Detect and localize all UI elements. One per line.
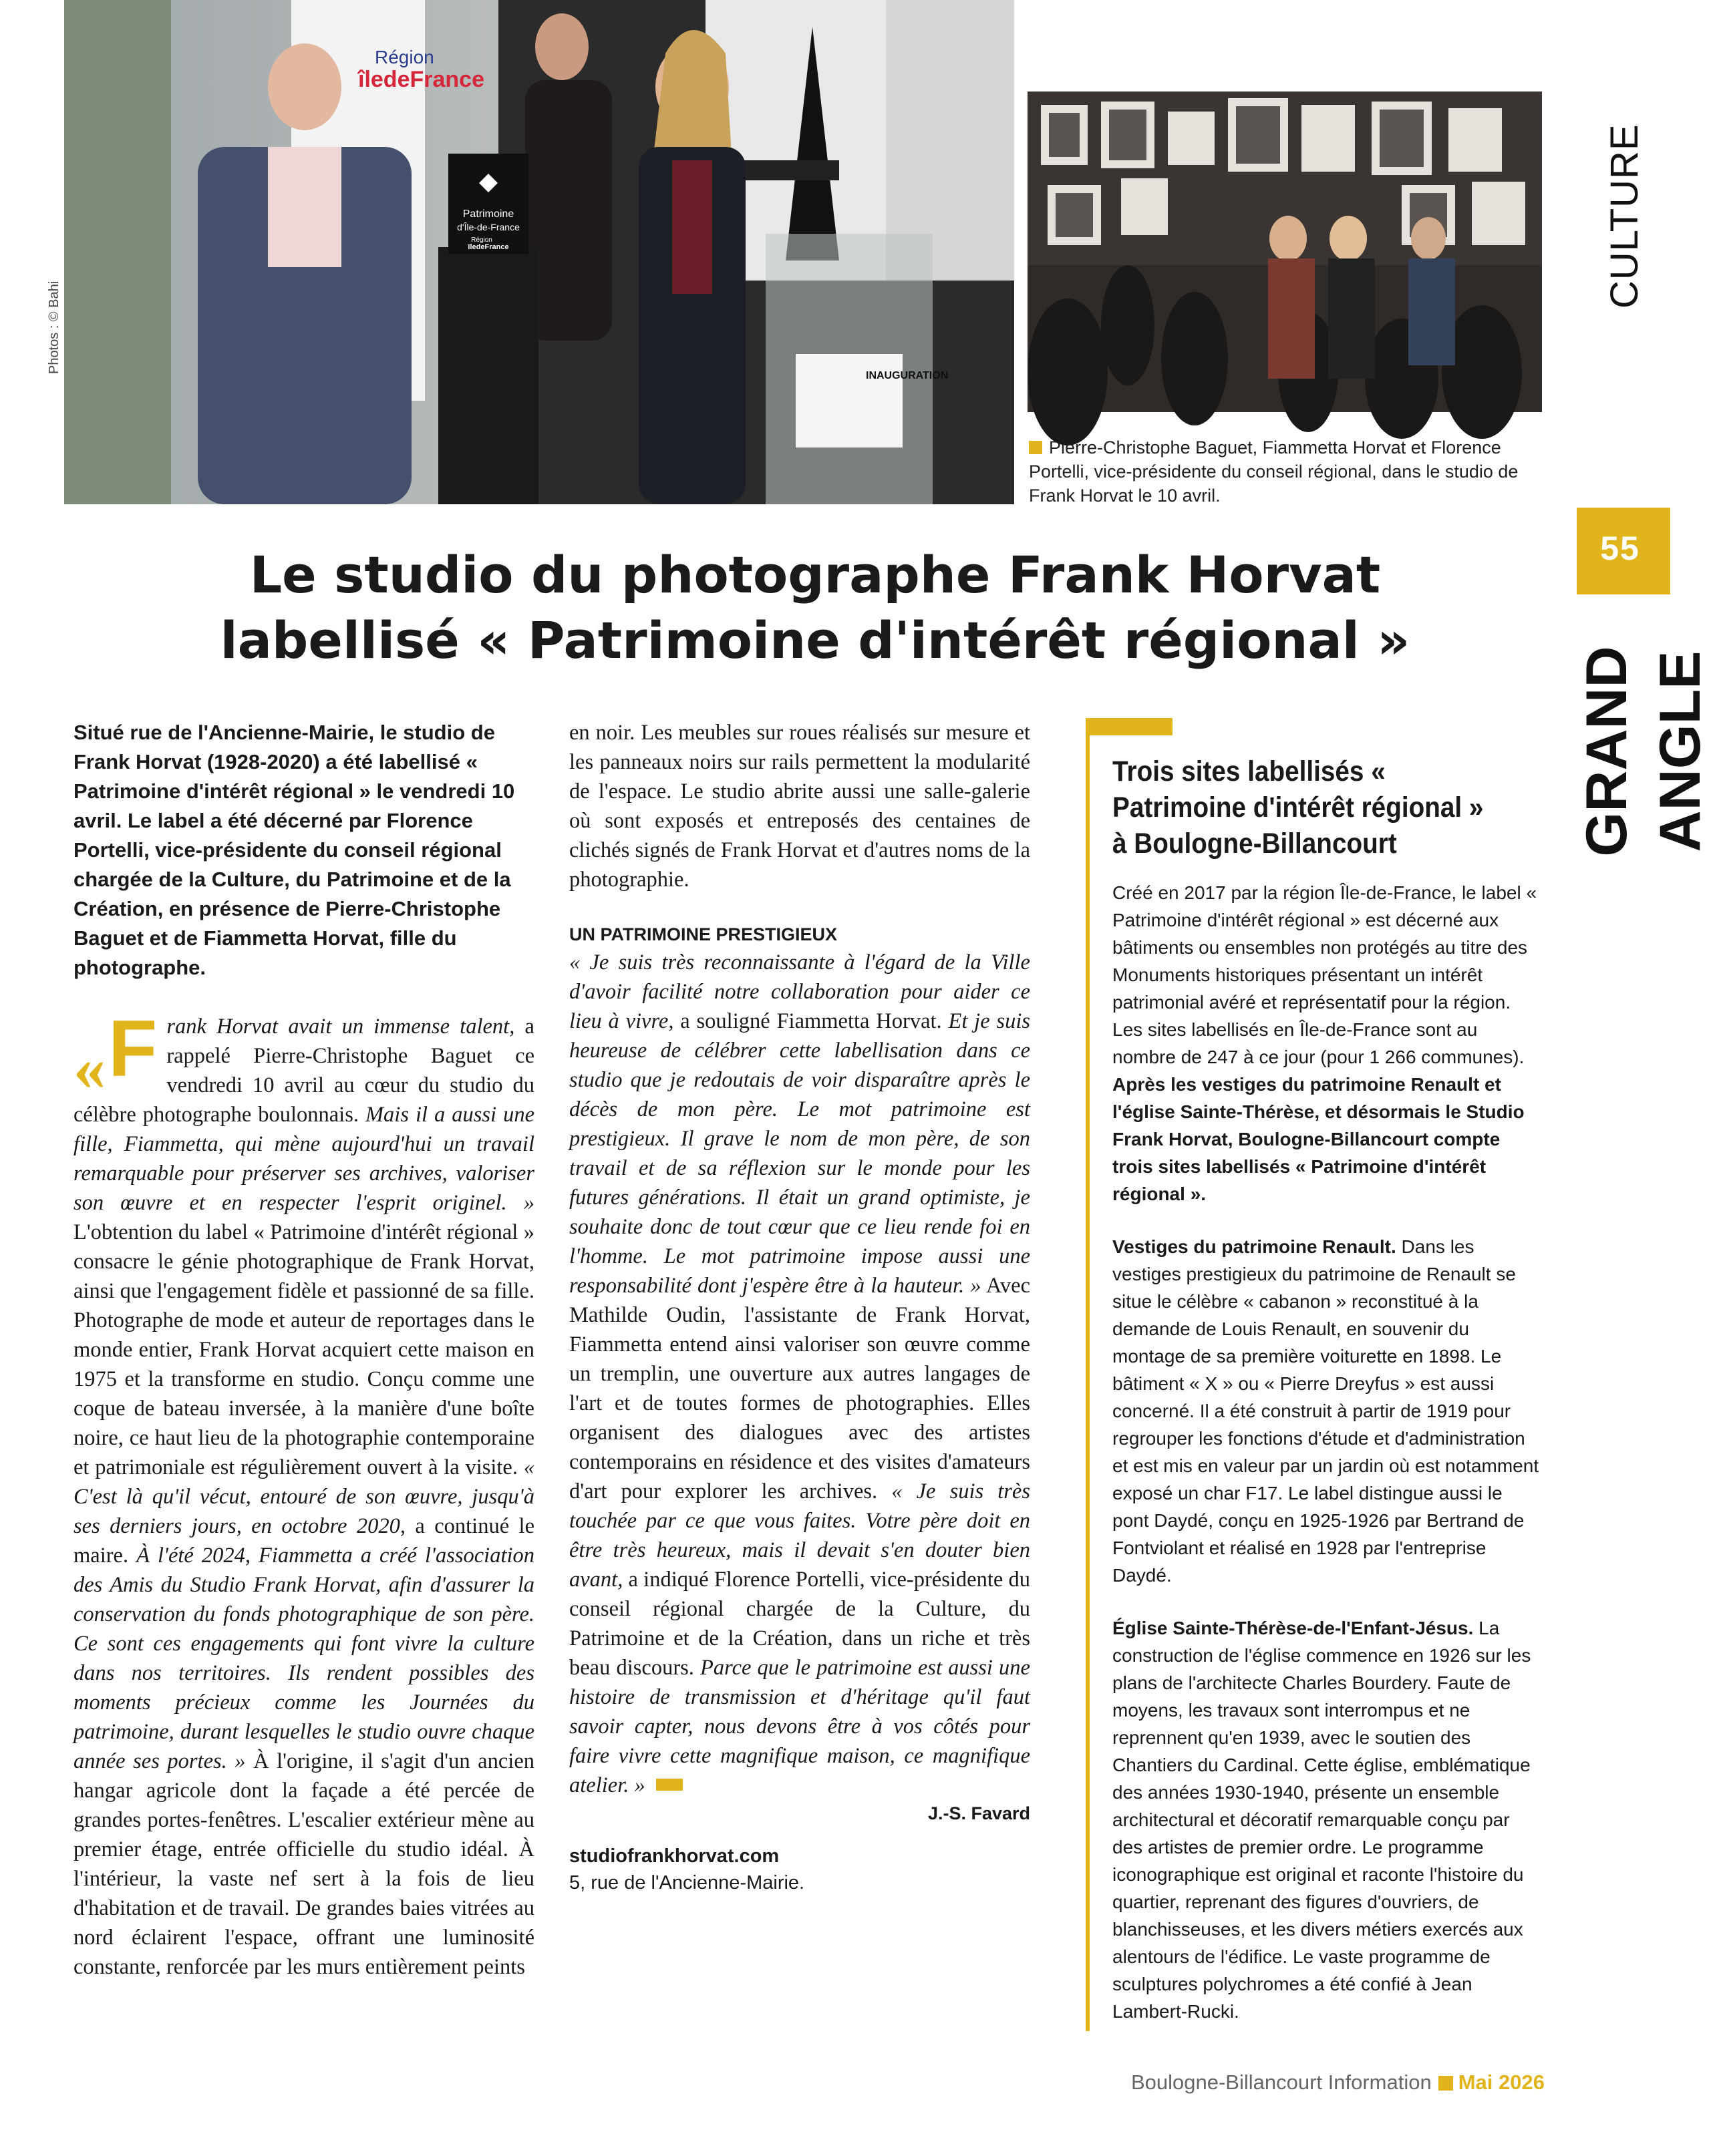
- article-subhead: UN PATRIMOINE PRESTIGIEUX: [569, 924, 838, 944]
- sidebar-intro: [1112, 879, 1540, 1208]
- article-body-part1-continued: [569, 718, 1030, 894]
- body-text: a indiqué Florence Portelli, vice-présidente du conseil régional chargée de la Culture, du Patrimoine et de la Création, dans un riche et très beau discours.: [569, 1568, 1030, 1680]
- body-text: L'obtention du label « Patrimoine d'intérêt régional » consacre le génie photographique de Frank Horvat, ainsi que l'engagement fidèle et passionné de sa fille. Photographe de mode et auteur de reportages dans le monde entier, Frank Horvat acquiert cette maison en 1975 et la transforme en studio. Conçu comme une coque de bateau inversée, à la manière d'une boîte noire, ce haut lieu de la photographie contemporaine et patrimoniale est régulièrement ouvert à la visite.: [73, 1220, 534, 1479]
- sidebar-intro-bold: Après les vestiges du patrimoine Renault et l'église Sainte-Thérèse, et désormais le Studio Frank Horvat, Boulogne-Billancourt compte trois sites labellisés « Patrimoine d'intérêt régional ».: [1112, 1074, 1525, 1204]
- body-text: « Je suis très touchée par ce que vous faites. Votre père doit en être très heureux, mais il devait s'en douter bien avant,: [569, 1479, 1031, 1592]
- sidebar-renault-title: Vestiges du patrimoine Renault.: [1112, 1236, 1396, 1257]
- caption-marker: [1029, 441, 1042, 454]
- rubric-label: GRAND ANGLE: [1575, 646, 1712, 857]
- photo-caption: [1029, 435, 1543, 508]
- gallery-photo: [1028, 92, 1542, 412]
- body-text: en noir. Les meubles sur roues réalisés sur mesure et les panneaux noirs sur rails permettent la modularité de l'espace. Le studio abrite aussi une salle-galerie où sont exposés et entreposés des centaines de clichés signés de Frank Horvat et d'autres noms de la photographie.: [569, 721, 1030, 892]
- region-logo-line1: Région: [375, 47, 434, 67]
- sidebar-accent-bar: [1086, 718, 1173, 735]
- main-photo: [64, 0, 1014, 504]
- page-number: 55: [1600, 530, 1640, 567]
- body-text: « C'est là qu'il vécut, entouré de son œuvre, jusqu'à ses derniers jours, en octobre 2020,: [73, 1455, 534, 1538]
- studio-address: 5, rue de l'Ancienne-Mairie.: [569, 1872, 805, 1894]
- sidebar-eglise: [1112, 1614, 1540, 2025]
- sidebar-eglise-title: Église Sainte-Thérèse-de-l'Enfant-Jésus.: [1112, 1618, 1474, 1638]
- gallery-photo-illustration: [1028, 92, 1542, 412]
- sidebar-rule: [1086, 735, 1090, 2031]
- article-body-part1: [73, 1004, 535, 1982]
- photo-credit: Photos : © Bahi: [47, 281, 61, 374]
- column-1: [73, 718, 534, 1982]
- sidebar-renault-text: Dans les vestiges prestigieux du patrimoine de Renault se situe le célèbre « cabanon » reconstitué à la demande de Louis Renault, en souvenir du montage de sa première voiturette en 1898. Le bâtiment « X » ou « Pierre Dreyfus » est aussi concerné. Il a été construit à partir de 1919 pour regrouper les fonctions d'étude et d'administration et est mis en valeur par un jardin où est notamment exposé un char F17. Le label distingue aussi le pont Daydé, conçu en 1925-1926 par Bertrand de Fontviolant et réalisé en 1928 par l'entreprise Daydé.: [1112, 1236, 1539, 1586]
- article-headline: [100, 542, 1530, 673]
- stand-sign: INAUGURATION: [866, 370, 949, 381]
- body-text: Parce que le patrimoine est aussi une histoire de transmission et d'héritage qu'il faut savoir capter, nous devons être à vos côtés pour faire vivre cette magnifique maison, ce magnifique atelier. »: [569, 1656, 1030, 1797]
- studio-website[interactable]: studiofrankhorvat.com: [569, 1845, 780, 1867]
- headline-line1: Le studio du photographe Frank Horvat: [249, 545, 1381, 604]
- plaque-line4: îledeFrance: [468, 243, 509, 251]
- body-text: Avec Mathilde Oudin, l'assistante de Frank Horvat, Fiammetta entend ainsi valoriser son œuvre comme un tremplin, une ouverture aux autres langages de l'art et de toutes formes de photographies. Elles organisent des dialogues avec des artistes contemporains en résidence et des visites d'amateurs d'art pour explorer les archives.: [569, 1274, 1030, 1503]
- plaque-line1: Patrimoine: [462, 208, 514, 220]
- body-text: a rappelé Pierre-Christophe Baguet ce vendredi 10 avril au cœur du studio du célèbre photographe boulonnais.: [73, 1015, 534, 1127]
- body-text: À l'été 2024, Fiammetta a créé l'association des Amis du Studio Frank Horvat, afin d'assurer la conservation du fonds photographique de son père. Ce sont ces engagements qui font vivre la culture dans nos territoires. Ils rendent possibles des moments précieux comme les Journées du patrimoine, durant lesquelles le studio ouvre chaque année ses portes. »: [73, 1544, 535, 1773]
- footer-publication: Boulogne-Billancourt Information: [1130, 2071, 1432, 2094]
- main-photo-illustration: [64, 0, 1014, 504]
- body-text: « Je suis très reconnaissante à l'égard de la Ville d'avoir facilité notre collaboration pour aider ce lieu à vivre,: [569, 950, 1030, 1033]
- body-text: a souligné Fiammetta Horvat.: [673, 1009, 949, 1033]
- caption-text: Pierre-Christophe Baguet, Fiammetta Horvat et Florence Portelli, vice-présidente du conseil régional, dans le studio de Frank Horvat le 10 avril.: [1029, 437, 1519, 506]
- body-text: rank Horvat avait un immense talent,: [166, 1015, 515, 1039]
- author-signature: J.-S. Favard: [927, 1803, 1030, 1823]
- section-label: CULTURE: [1603, 124, 1646, 309]
- sidebar-eglise-text: La construction de l'église commence en 1926 sur les plans de l'architecte Charles Bourdery. Faute de moyens, les travaux sont interrompus et ne reprennent qu'en 1939, avec le soutien des Chantiers du Cardinal. Cette église, emblématique des années 1930-1940, présente un ensemble architectural et décoratif remarquable conçu par des artistes de premier ordre. Le programme iconographique est original et raconte l'histoire du quartier, reprenant des figures d'ouvriers, de blanchisseuses, et les divers métiers exercés aux alentours de l'édifice. Le vaste programme de sculptures polychromes a été confié à Jean Lambert-Rucki.: [1112, 1618, 1531, 2022]
- article-body-part2: [569, 948, 1030, 1800]
- dropcap-quote: «: [73, 1032, 106, 1103]
- body-text: Et je suis heureuse de célébrer cette labellisation dans ce studio que je redoutais de voir disparaître après le décès de mon père. Le mot patrimoine est prestigieux. Il grave le nom de mon père, de son travail et de sa réflexion sur le monde pour les futures générations. Il était un grand optimiste, je souhaite donc de tout cœur que ce lieu rende foi en l'homme. Le mot patrimoine impose aussi une responsabilité dont j'espère être à la hauteur. »: [569, 1009, 1030, 1298]
- body-text: Mais il a aussi une fille, Fiammetta, qui mène aujourd'hui un travail remarquable pour préserver ses archives, valoriser son œuvre et en respecter l'esprit originel. »: [73, 1103, 534, 1215]
- column-2: [569, 718, 1030, 1896]
- sidebar-intro-text: Créé en 2017 par la région Île-de-France, le label « Patrimoine d'intérêt régional » est décerné aux bâtiments ou ensembles non protégés au titre des Monuments historiques présentant un intérêt patrimonial avéré et représentatif pour la région. Les sites labellisés en Île-de-France sont au nombre de 247 à ce jour (pour 1 266 communes).: [1112, 882, 1537, 1067]
- plaque-line2: d'Île-de-France: [457, 222, 520, 232]
- sidebar-renault: [1112, 1233, 1540, 1589]
- end-marker: [656, 1779, 683, 1791]
- body-text: a continué le maire.: [73, 1514, 534, 1568]
- footer-marker: [1438, 2076, 1453, 2091]
- dropcap-letter: F: [108, 1004, 158, 1093]
- plaque-line3: Région: [471, 236, 492, 244]
- article-lead: Situé rue de l'Ancienne-Mairie, le studio de Frank Horvat (1928-2020) a été labellisé « Patrimoine d'intérêt régional » le vendredi 10 avril. Le label a été décerné par Florence Portelli, vice-présidente du conseil régional chargée de la Culture, du Patrimoine et de la Création, en présence de Pierre-Christophe Baguet et de Fiammetta Horvat, fille du photographe.: [73, 721, 515, 979]
- page-footer: [1002, 2071, 1545, 2095]
- headline-line2: labellisé « Patrimoine d'intérêt régional »: [220, 610, 1410, 670]
- sidebar-title: Trois sites labellisés « Patrimoine d'intérêt régional » à Boulogne-Billancourt: [1112, 755, 1484, 860]
- region-logo-line2: îledeFrance: [358, 67, 484, 92]
- sidebar-box: [1112, 753, 1540, 2050]
- footer-issue: Mai 2026: [1458, 2071, 1545, 2094]
- body-text: À l'origine, il s'agit d'un ancien hangar agricole dont la façade a été percée de grandes portes-fenêtres. L'escalier extérieur mène au premier étage, entrée officielle du studio idéal. À l'intérieur, la vaste nef sert à la fois de lieu d'habitation et de travail. De grandes baies vitrées au nord éclairent l'espace, offrant une luminosité constante, renforcée par les murs entièrement peints: [73, 1749, 534, 1979]
